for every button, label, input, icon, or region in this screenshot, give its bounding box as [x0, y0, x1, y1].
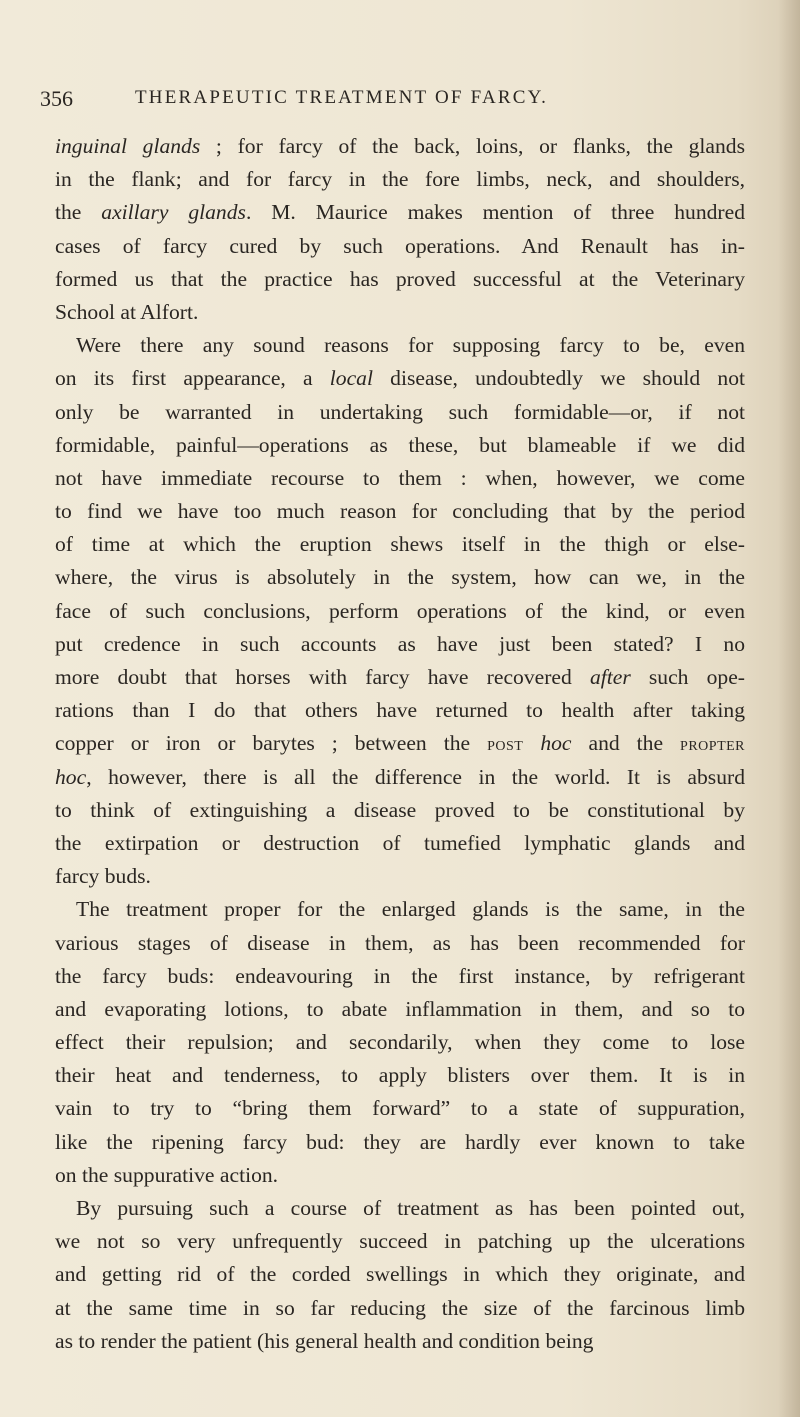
text-line-2: in the flank; and for farcy in the fore limbs, neck, and shoulders, — [55, 167, 745, 192]
emphasis-after: after — [589, 665, 631, 689]
text-run: more doubt that horses with farcy have recovered — [55, 665, 590, 689]
text-line-35: and getting rid of the corded swellings in which they originate, and — [55, 1262, 745, 1287]
text-line-32: on the suppurative action. — [55, 1162, 279, 1187]
text-line-18: rations than I do that others have returned to health after taking — [55, 698, 745, 723]
smallcaps-post: post — [487, 733, 524, 756]
text-line-22: the extirpation or destruction of tumefied lymphatic glands and — [55, 830, 745, 855]
text-line-5: formed us that the practice has proved successful at the Veterinary — [55, 266, 745, 291]
text-line-6: School at Alfort. — [55, 299, 199, 324]
text-line-16: put credence in such accounts as have just been stated? I no — [55, 631, 745, 656]
text-run: on its first appearance, a — [55, 366, 330, 391]
text-line-10: formidable, painful—operations as these, but blameable if we did — [55, 432, 745, 457]
body-text — [55, 130, 745, 1358]
smallcaps-propter: propter — [680, 733, 746, 756]
text-line-24: The treatment proper for the enlarged glands is the same, in the — [76, 897, 745, 922]
text-line-31: like the ripening farcy bud: they are hardly ever known to take — [55, 1129, 745, 1154]
text-run: such ope- — [630, 665, 745, 689]
text-run: disease, undoubtedly we should not — [372, 366, 745, 391]
text-line-21: to think of extinguishing a disease proved to be constitutional by — [55, 797, 745, 822]
text-run: . M. Maurice makes mention of three hundred — [245, 200, 745, 225]
page-edge-shadow — [778, 0, 800, 1417]
text-run: and the — [571, 731, 681, 756]
text-line-28: effect their repulsion; and secondarily, when they come to lose — [55, 1030, 745, 1055]
text-line-23: farcy buds. — [55, 864, 151, 889]
text-line-34: we not so very unfrequently succeed in patching up the ulcerations — [55, 1229, 745, 1254]
text-line-19 — [55, 727, 745, 760]
text-line-1 — [55, 130, 745, 163]
emphasis-hoc-2: hoc — [55, 764, 87, 789]
text-line-17 — [55, 661, 745, 694]
page-number: 356 — [40, 86, 73, 111]
text-line-8 — [55, 362, 745, 395]
text-run: copper or iron or barytes ; between the — [55, 731, 488, 756]
text-line-33: By pursuing such a course of treatment as has been pointed out, — [76, 1196, 745, 1220]
emphasis-axillary-glands: axillary glands — [101, 200, 246, 225]
text-line-12: to find we have too much reason for concluding that by the period — [55, 499, 745, 524]
running-title: THERAPEUTIC TREATMENT OF FARCY. — [135, 87, 549, 108]
text-line-27: and evaporating lotions, to abate inflammation in them, and so to — [55, 996, 745, 1021]
text-line-4: cases of farcy cured by such operations. And Renault has in- — [55, 233, 745, 258]
text-line-29: their heat and tenderness, to apply blisters over them. It is in — [55, 1063, 745, 1088]
text-run: the — [55, 200, 102, 225]
text-line-36: at the same time in so far reducing the size of the farcinous limb — [55, 1295, 745, 1320]
text-line-14: where, the virus is absolutely in the system, how can we, in the — [55, 565, 745, 590]
text-line-37: as to render the patient (his general health and condition being — [55, 1328, 594, 1353]
text-line-26: the farcy buds: endeavouring in the first instance, by refrigerant — [55, 963, 745, 988]
text-line-25: various stages of disease in them, as has been recommended for — [55, 930, 745, 955]
text-run — [523, 731, 540, 755]
text-line-13: of time at which the eruption shews itself in the thigh or else- — [55, 532, 745, 557]
text-line-15: face of such conclusions, perform operations of the kind, or even — [55, 598, 745, 623]
text-run: , however, there is all the difference in the world. It is absurd — [86, 764, 745, 789]
text-line-3 — [55, 196, 745, 229]
text-line-11: not have immediate recourse to them : when, however, we come — [55, 465, 745, 490]
text-run: ; for farcy of the back, loins, or flanks, the glands — [200, 134, 745, 158]
text-line-7: Were there any sound reasons for supposing farcy to be, even — [76, 333, 745, 358]
emphasis-local: local — [329, 366, 373, 391]
text-line-9: only be warranted in undertaking such formidable—or, if not — [55, 399, 745, 424]
emphasis-inguinal-glands: inguinal glands — [55, 134, 201, 158]
text-line-20 — [55, 761, 745, 794]
text-line-30: vain to try to “bring them forward” to a state of suppuration, — [55, 1096, 745, 1121]
emphasis-hoc: hoc — [540, 731, 572, 756]
page-header — [40, 86, 740, 116]
